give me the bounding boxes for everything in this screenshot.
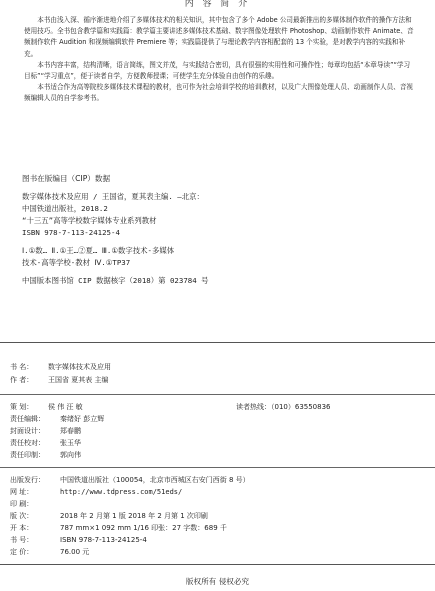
- price-row: [10, 547, 89, 558]
- edition-label: 版 次：: [10, 512, 34, 520]
- cover-design-label: 封面设计：: [10, 427, 45, 435]
- format-label: 开 本：: [10, 524, 34, 532]
- intro-paragraph-1: 本书由浅入深、循序渐进地介绍了多媒体技术的相关知识，其中包含了多个 Adobe 公司最新推出的多媒体制作软件的操作方法和使用技巧。全书包含教学篇和实践篇：教学篇主要讲述多媒体技术基础、数字图像处理软件 Photoshop、动画制作软件 Animate、音频制作软件 Audition 和视频编辑软件 Premiere 等；实践篇提供了与理论教学内容相配套的 13 个实验，是对教学内容的实践和补充。: [24, 16, 414, 58]
- print-manager-row: [10, 450, 81, 461]
- proofreader-label: 责任校对：: [10, 439, 45, 447]
- proofreader-value: 张玉华: [60, 439, 81, 447]
- book-title-row: [10, 362, 111, 373]
- website-row: [10, 487, 182, 498]
- print-manager-label: 责任印制：: [10, 451, 45, 459]
- isbn-label: 书 号：: [10, 536, 34, 544]
- divider: [0, 564, 435, 565]
- book-author-value: 王国省 夏其表 主编: [48, 376, 109, 384]
- planner-row: [10, 402, 83, 413]
- book-author-label: 作 者：: [10, 376, 34, 384]
- cip-line: 中国铁道出版社，2018.2: [22, 204, 108, 213]
- cip-line: ISBN 978-7-113-24125-4: [22, 228, 120, 237]
- editor-value: 秦绪好 彭立辉: [60, 415, 105, 423]
- cip-data: [22, 191, 417, 287]
- divider: [0, 394, 435, 395]
- hotline-label: 读者热线：: [236, 403, 271, 411]
- intro-paragraph-2: 本书内容丰富，结构清晰，语言简练，图文并茂，与实践结合密切，具有很强的实用性和可操作性；每章均包括“本章导读”“学习目标”“学习重点”，便于读者自学，方便教师授课；可使学生充分体验自由创作的乐趣。: [24, 60, 411, 81]
- price-value: 76.00 元: [60, 548, 90, 556]
- publisher-label: 出版发行：: [10, 476, 45, 484]
- cip-line: Ⅰ.①数… Ⅱ.①王…②夏… Ⅲ.①数字技术-多媒体: [22, 246, 175, 255]
- cip-line: 技术-高等学校-教材 Ⅳ.①TP37: [22, 258, 131, 267]
- edition-value: 2018 年 2 月第 1 版 2018 年 2 月第 1 次印刷: [60, 512, 208, 520]
- book-introduction: [24, 15, 416, 105]
- publisher-row: [10, 475, 250, 486]
- copyright-notice: 版权所有 侵权必究: [185, 577, 250, 586]
- format-value: 787 mm×1 092 mm 1/16 印张：27 字数：689 千: [60, 524, 227, 532]
- format-row: [10, 523, 227, 534]
- editor-label: 责任编辑：: [10, 415, 45, 423]
- cover-design-value: 郑春鹏: [60, 427, 81, 435]
- publisher-value: 中国铁道出版社（100054，北京市西城区右安门西街 8 号）: [60, 476, 250, 484]
- cover-design-row: [10, 426, 81, 437]
- planner-label: 策 划：: [10, 403, 34, 411]
- intro-paragraph-3: 本书适合作为高等院校多媒体技术课程的教材，也可作为社会培训学校的培训教材，以及广大图像处理人员、动画制作人员、音视频编辑人员的自学参考书。: [24, 83, 414, 103]
- divider: [0, 342, 435, 343]
- cip-heading: 图书在版编目（CIP）数据: [22, 174, 111, 183]
- editor-row: [10, 414, 104, 425]
- print-manager-value: 郭向伟: [60, 451, 81, 459]
- isbn-value: ISBN 978-7-113-24125-4: [60, 536, 147, 544]
- website-label: 网 址：: [10, 488, 34, 496]
- proofreader-row: [10, 438, 81, 449]
- isbn-row: [10, 535, 147, 546]
- book-author-row: [10, 375, 108, 386]
- price-label: 定 价：: [10, 548, 34, 556]
- section-heading: 内 容 简 介: [184, 0, 251, 8]
- cip-line: “十三五”高等学校数字媒体专业系列教材: [22, 216, 157, 225]
- printer-label: 印 刷：: [10, 500, 34, 508]
- edition-row: [10, 511, 208, 522]
- book-title-label: 书 名：: [10, 363, 34, 371]
- divider: [0, 467, 435, 468]
- reader-hotline: [236, 402, 331, 413]
- hotline-value: （010）63550836: [271, 403, 331, 411]
- book-title-value: 数字媒体技术及应用: [48, 363, 111, 371]
- cip-line: 中国版本图书馆 CIP 数据核字（2018）第 023784 号: [22, 276, 209, 285]
- printer-row: [10, 499, 60, 510]
- cip-line: 数字媒体技术及应用 / 王国省，夏其表主编. —北京：: [22, 192, 204, 201]
- website-value: http://www.tdpress.com/51eds/: [60, 488, 183, 496]
- planner-value: 侯 伟 汪 敏: [48, 403, 83, 411]
